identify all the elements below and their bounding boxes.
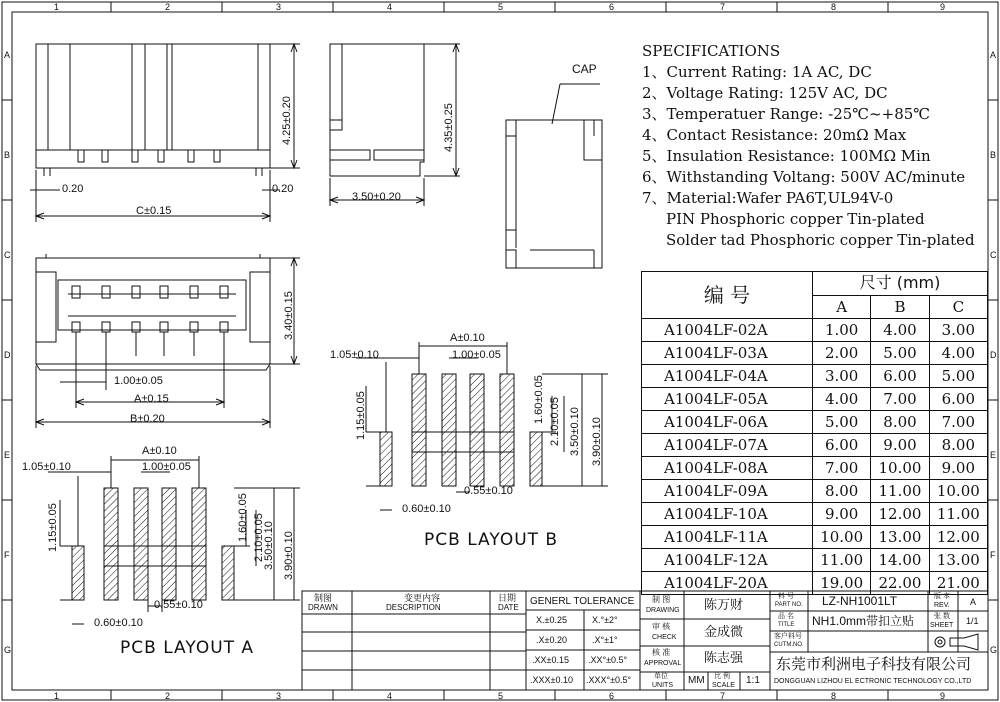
front-pin-dim: 0.20	[62, 183, 84, 195]
rev-cn: 版 本	[934, 593, 950, 600]
check-cn: 审 核	[652, 622, 671, 631]
border-row-label: C	[4, 250, 11, 260]
front-pin-right-dim: 0.20	[272, 183, 294, 195]
check-name: 金成微	[704, 624, 744, 639]
border-row-label: G	[4, 645, 12, 655]
company-name-cn: 东莞市利洲电子科技有限公司	[776, 656, 972, 673]
part-number-cell: A1004LF-12A	[642, 549, 813, 572]
scale-value: 1:1	[746, 675, 760, 686]
pcba-h1-dim: 1.60±0.05	[237, 493, 249, 542]
border-col-label: 6	[609, 2, 615, 12]
front-width-dim: C±0.15	[136, 205, 172, 217]
col-b-header: B	[871, 295, 929, 319]
title-cn: 品 名	[778, 613, 794, 620]
border-col-label: 3	[276, 2, 282, 12]
border-col-label: 5	[498, 2, 504, 12]
size-c-cell: 6.00	[929, 388, 987, 411]
tolerance-value: .XX°±0.5°	[588, 655, 628, 665]
pcbb-total-dim: 3.90±0.10	[591, 417, 603, 466]
table-row	[642, 526, 988, 549]
border-col-label: 1	[54, 691, 60, 701]
scale-cn: 比 例	[714, 673, 730, 680]
border-col-label: 9	[940, 2, 946, 12]
border-col-label: 7	[720, 691, 726, 701]
size-a-cell: 11.00	[813, 549, 871, 572]
border-row-label: F	[4, 550, 10, 560]
col-size-header: 尺寸 (mm)	[813, 272, 988, 296]
pcbb-padw-dim: 0.60±0.10	[402, 503, 451, 515]
units-value: MM	[688, 675, 705, 686]
border-col-label: 1	[54, 2, 60, 12]
specifications-title: SPECIFICATIONS	[642, 42, 781, 60]
pcba-total-dim: 3.90±0.10	[283, 531, 295, 580]
part-number-cell: A1004LF-20A	[642, 572, 813, 595]
border-col-label: 7	[720, 2, 726, 12]
tolerance-value: X.°±2°	[592, 615, 618, 625]
title-en: TITLE	[778, 622, 795, 628]
spec-item: 3、Temperatuer Range: -25℃~+85℃	[642, 105, 931, 123]
tolerance-value: X.±0.25	[536, 615, 567, 625]
pcb-layout-b-title: PCB LAYOUT B	[424, 530, 559, 550]
front-view	[30, 44, 300, 222]
spec-item: 6、Withstanding Voltang: 500V AC/minute	[642, 168, 966, 186]
front-height-dim: 4.25±0.20	[281, 96, 293, 145]
date-cn: 日期	[498, 593, 517, 603]
col-c-header: C	[929, 295, 987, 319]
side-view	[330, 44, 460, 206]
top-pitch-dim: 1.00±0.05	[114, 375, 163, 387]
part-number-cell: A1004LF-06A	[642, 411, 813, 434]
pcba-h3-dim: 3.50±0.10	[263, 521, 275, 570]
pcbb-h3-dim: 3.50±0.10	[569, 407, 581, 456]
border-row-label: F	[990, 550, 996, 560]
size-c-cell: 7.00	[929, 411, 987, 434]
size-c-cell: 8.00	[929, 434, 987, 457]
rev-en: REV.	[934, 602, 950, 609]
table-header-row	[642, 272, 988, 296]
size-a-cell: 6.00	[813, 434, 871, 457]
border-row-label: E	[990, 450, 997, 460]
size-b-cell: 4.00	[871, 319, 929, 342]
pcba-h2-dim: 2.10±0.05	[253, 513, 265, 562]
table-row	[642, 549, 988, 572]
drawing-cn: 制 图	[652, 595, 671, 604]
drawing-en: DRAWING	[646, 607, 680, 614]
part-number-cell: A1004LF-10A	[642, 503, 813, 526]
border-col-label: 5	[498, 691, 504, 701]
drawn-en: DRAWN	[308, 603, 338, 612]
border-row-label: C	[990, 250, 997, 260]
part-number-cell: A1004LF-05A	[642, 388, 813, 411]
tolerance-value: .XXX±0.10	[530, 675, 573, 685]
parts-table	[641, 271, 988, 595]
company-name-en: DONGGUAN LIZHOU EL ECTRONIC TECHNOLOGY CO.,LTD	[774, 678, 972, 685]
side-depth-dim: 3.50±0.20	[352, 191, 401, 203]
table-row	[642, 388, 988, 411]
size-c-cell: 21.00	[929, 572, 987, 595]
size-b-cell: 5.00	[871, 342, 929, 365]
border-row-label: A	[990, 50, 997, 60]
check-en: CHECK	[652, 634, 677, 641]
table-row	[642, 434, 988, 457]
table-row	[642, 319, 988, 342]
part-number-cell: A1004LF-03A	[642, 342, 813, 365]
border-col-label: 9	[940, 691, 946, 701]
part-number-cell: A1004LF-09A	[642, 480, 813, 503]
side-height-dim: 4.35±0.25	[443, 103, 455, 152]
rev-value: A	[970, 597, 977, 607]
size-a-cell: 1.00	[813, 319, 871, 342]
pcbb-padlen-dim: 1.15±0.05	[355, 391, 367, 440]
border-row-label: D	[4, 350, 11, 360]
table-row	[642, 411, 988, 434]
size-b-cell: 22.00	[871, 572, 929, 595]
size-c-cell: 4.00	[929, 342, 987, 365]
size-a-cell: 7.00	[813, 457, 871, 480]
desc-cn: 变更内容	[404, 593, 441, 603]
part-number-cell: A1004LF-07A	[642, 434, 813, 457]
size-b-cell: 9.00	[871, 434, 929, 457]
border-col-label: 2	[165, 2, 171, 12]
pcba-gap-dim: 0.55±0.10	[154, 599, 203, 611]
border-row-label: B	[4, 150, 11, 160]
border-col-label: 4	[387, 2, 393, 12]
size-c-cell: 12.00	[929, 526, 987, 549]
part-number-cell: A1004LF-11A	[642, 526, 813, 549]
partno-value: LZ-NH1001LT	[822, 594, 898, 608]
size-a-cell: 8.00	[813, 480, 871, 503]
pcbb-h1-dim: 1.60±0.05	[533, 375, 545, 424]
spec-item: 4、Contact Resistance: 20mΩ Max	[642, 126, 907, 144]
size-b-cell: 12.00	[871, 503, 929, 526]
size-a-cell: 10.00	[813, 526, 871, 549]
top-a-dim: A±0.15	[134, 393, 169, 405]
pcba-padlen-dim: 1.15±0.05	[47, 503, 59, 552]
tolerance-value: .X±0.20	[536, 635, 567, 645]
units-cn: 单位	[654, 673, 668, 680]
tolerance-title: GENERL TOLERANCE	[530, 596, 635, 607]
col-part-header: 编 号	[642, 272, 813, 319]
part-number-cell: A1004LF-08A	[642, 457, 813, 480]
approval-en: APPROVAL	[644, 660, 682, 667]
cap-label: CAP	[572, 62, 597, 76]
pcba-a-dim: A±0.10	[142, 445, 177, 457]
top-b-dim: B±0.20	[130, 413, 165, 425]
table-row	[642, 503, 988, 526]
size-b-cell: 11.00	[871, 480, 929, 503]
size-c-cell: 5.00	[929, 365, 987, 388]
size-c-cell: 9.00	[929, 457, 987, 480]
border-row-label: D	[990, 350, 997, 360]
size-c-cell: 10.00	[929, 480, 987, 503]
pcbb-a-dim: A±0.10	[450, 332, 485, 344]
table-row	[642, 342, 988, 365]
cust-cn: 客户料号	[774, 633, 802, 640]
size-a-cell: 2.00	[813, 342, 871, 365]
size-a-cell: 3.00	[813, 365, 871, 388]
sheet-value: 1/1	[966, 616, 979, 626]
border-row-label: A	[4, 50, 11, 60]
drawn-cn: 制图	[314, 593, 333, 603]
size-a-cell: 4.00	[813, 388, 871, 411]
tolerance-value: .X°±1°	[592, 635, 618, 645]
size-a-cell: 5.00	[813, 411, 871, 434]
pcbb-gap-dim: 0.55±0.10	[464, 485, 513, 497]
desc-en: DESCRIPTION	[386, 603, 441, 612]
sheet-en: SHEET	[930, 622, 954, 629]
border-col-label: 8	[831, 691, 837, 701]
border-row-label: G	[990, 645, 998, 655]
scale-en: SCALE	[712, 682, 735, 689]
partno-en: PART NO.	[775, 602, 803, 608]
border-col-label: 8	[831, 2, 837, 12]
table-row	[642, 480, 988, 503]
spec-item: 2、Voltage Rating: 125V AC, DC	[642, 84, 888, 102]
size-b-cell: 8.00	[871, 411, 929, 434]
approval-name: 陈志强	[704, 650, 744, 665]
col-a-header: A	[813, 295, 871, 319]
date-en: DATE	[498, 603, 519, 612]
size-b-cell: 10.00	[871, 457, 929, 480]
table-row	[642, 457, 988, 480]
drawing-name: 陈万财	[704, 597, 744, 612]
spec-item: 5、Insulation Resistance: 100MΩ Min	[642, 147, 931, 165]
pcba-pitch-dim: 1.00±0.05	[142, 461, 191, 473]
units-en: UNITS	[652, 682, 673, 689]
spec-item: 1、Current Rating: 1A AC, DC	[642, 63, 872, 81]
title-value: NH1.0mm带扣立贴	[812, 614, 915, 628]
top-height-dim: 3.40±0.15	[283, 291, 295, 340]
sheet-cn: 张 数	[934, 613, 950, 620]
pcba-offset-dim: 1.05±0.10	[22, 461, 71, 473]
approval-cn: 核 准	[652, 648, 671, 657]
size-b-cell: 6.00	[871, 365, 929, 388]
spec-item: 7、Material:Wafer PA6T,UL94V-0	[642, 189, 894, 207]
pcb-layout-a-title: PCB LAYOUT A	[120, 638, 255, 658]
border-row-label: B	[990, 150, 997, 160]
border-row-label: E	[4, 450, 11, 460]
size-a-cell: 19.00	[813, 572, 871, 595]
part-number-cell: A1004LF-04A	[642, 365, 813, 388]
tolerance-value: .XX±0.15	[532, 655, 569, 665]
pcbb-offset-dim: 1.05±0.10	[330, 349, 379, 361]
pcbb-h2-dim: 2.10±0.05	[549, 397, 561, 446]
pcba-padw-dim: 0.60±0.10	[94, 617, 143, 629]
cap-view	[506, 84, 602, 268]
size-c-cell: 13.00	[929, 549, 987, 572]
size-a-cell: 9.00	[813, 503, 871, 526]
border-col-label: 6	[609, 691, 615, 701]
size-b-cell: 13.00	[871, 526, 929, 549]
size-b-cell: 14.00	[871, 549, 929, 572]
border-col-label: 3	[276, 691, 282, 701]
cust-en: CUTM.NO.	[774, 642, 804, 648]
spec-item: Solder tad Phosphoric copper Tin-plated	[666, 231, 975, 249]
size-c-cell: 3.00	[929, 319, 987, 342]
tolerance-value: .XXX°±0.5°	[586, 675, 632, 685]
size-b-cell: 7.00	[871, 388, 929, 411]
partno-cn: 料 号	[778, 593, 794, 600]
border-col-label: 4	[387, 691, 393, 701]
pcbb-pitch-dim: 1.00±0.05	[452, 349, 501, 361]
size-c-cell: 11.00	[929, 503, 987, 526]
spec-item: PIN Phosphoric copper Tin-plated	[666, 210, 925, 228]
border-col-label: 2	[165, 691, 171, 701]
table-row	[642, 572, 988, 595]
part-number-cell: A1004LF-02A	[642, 319, 813, 342]
table-row	[642, 365, 988, 388]
